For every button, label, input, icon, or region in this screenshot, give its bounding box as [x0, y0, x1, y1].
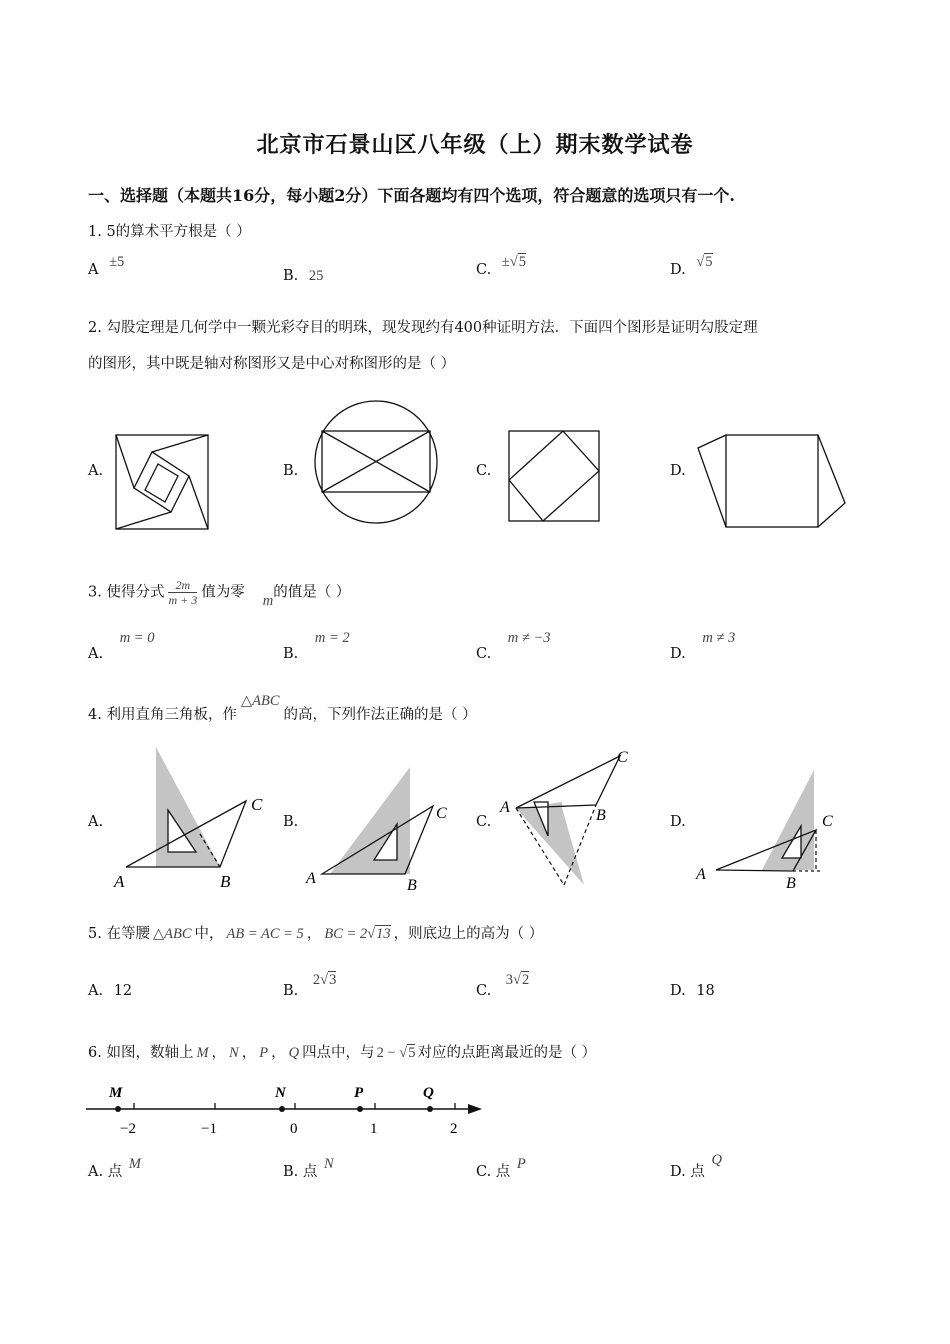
q3-option-d[interactable]: [670, 630, 736, 662]
q4-option-d-label[interactable]: D.: [670, 814, 686, 830]
option-label: D.: [670, 646, 686, 662]
q2-stem-line2: 的图形，其中既是轴对称图形又是中心对称图形的是（ ）: [88, 356, 456, 372]
q2-option-d-label[interactable]: D.: [670, 463, 686, 479]
q6-option-a[interactable]: [88, 1152, 141, 1180]
q5-stem-pre: 5. 在等腰: [88, 926, 150, 942]
q3-option-b[interactable]: [283, 630, 350, 662]
q2-stem-line1: 2. 勾股定理是几何学中一颗光彩夺目的明珠，现发现约有400种证明方法．下面四个图形是证明勾股定理: [88, 320, 758, 336]
q6-option-b[interactable]: [283, 1152, 334, 1180]
q4-option-c-label[interactable]: C.: [476, 814, 492, 830]
q6-point-q: Q: [288, 1045, 300, 1061]
separator: ，: [211, 1045, 227, 1061]
q6-option-d[interactable]: [670, 1148, 722, 1180]
option-label: D. 点: [670, 1164, 705, 1180]
separator: ，: [241, 1045, 257, 1061]
point-a: A: [114, 872, 125, 891]
q1-stem: 1. 5的算术平方根是（ ）: [88, 224, 251, 240]
dot-n: [279, 1106, 285, 1112]
q4-figure-d: [690, 770, 850, 894]
point-c: C: [822, 813, 833, 830]
coefficient: 2: [312, 972, 321, 988]
q1-option-a[interactable]: [88, 254, 125, 279]
q3-option-a[interactable]: [88, 630, 155, 662]
radicand: 5: [408, 1045, 416, 1061]
number-line: [84, 1078, 494, 1138]
label-m: M: [109, 1085, 123, 1101]
option-label: B.: [283, 268, 299, 284]
q5-eq2: BC = 2: [324, 926, 368, 942]
q4-figure-c: [496, 742, 646, 892]
option-value: m ≠ 3: [702, 630, 736, 646]
q5-stem: 5. 在等腰 △ABC 中， AB = AC = 5 ， BC = 2√13 ，则底边上的高为（ ）: [88, 926, 544, 942]
option-value: m ≠ −3: [507, 630, 551, 646]
radicand: 2: [522, 972, 530, 988]
q2-option-a-label[interactable]: A.: [88, 463, 104, 479]
q2-option-c-label[interactable]: C.: [476, 463, 492, 479]
pm-sign: ±: [501, 254, 510, 270]
q4-stem-post: 的高，下列作法正确的是（ ）: [283, 707, 477, 723]
q1-option-c[interactable]: C. ±√5: [476, 254, 526, 278]
q5-triangle: △ABC: [152, 926, 192, 942]
option-value: 12: [113, 983, 133, 999]
q4-stem: [88, 693, 477, 724]
option-value: 25: [308, 268, 324, 284]
point-a: A: [696, 866, 706, 883]
q3-stem-post: 的值是（ ）: [273, 584, 351, 601]
radicand: 13: [376, 926, 391, 942]
q6-point-m: M: [196, 1045, 209, 1061]
radicand: 3: [329, 972, 337, 988]
option-value: N: [323, 1156, 334, 1172]
option-value: m = 2: [314, 630, 350, 646]
option-value: Q: [711, 1152, 722, 1168]
q5-option-d[interactable]: [670, 983, 715, 999]
point-b: B: [786, 875, 796, 892]
q6-point-p: P: [259, 1045, 269, 1061]
point-b: B: [220, 872, 231, 891]
fraction-denominator: m + 3: [168, 593, 198, 607]
q6-stem-pre: 6. 如图，数轴上: [88, 1045, 194, 1061]
q2-figure-c: [506, 428, 602, 524]
fraction-numerator: 2m: [168, 578, 197, 593]
point-a: A: [306, 870, 316, 887]
q4-figure-a: [108, 742, 278, 892]
q4-option-a-label[interactable]: A.: [88, 814, 104, 830]
page-title: 北京市石景山区八年级（上）期末数学试卷: [256, 132, 694, 158]
point-a: A: [500, 799, 510, 816]
separator: ，: [271, 1045, 286, 1061]
option-value: ±5: [109, 254, 125, 270]
q5-stem-post: ，则底边上的高为（ ）: [393, 926, 544, 942]
q3-stem-mid: 值为零: [201, 584, 245, 601]
q5-option-a[interactable]: [88, 983, 132, 999]
dot-m: [115, 1106, 121, 1112]
tick-label-1: 1: [370, 1121, 378, 1137]
tick-label-0: 0: [290, 1121, 298, 1137]
dot-q: [427, 1106, 433, 1112]
q3-stem: [88, 578, 350, 607]
q2-figure-b: [312, 398, 440, 526]
expr-pre: 2 −: [376, 1045, 400, 1061]
label-p: P: [354, 1085, 364, 1101]
tick-label-neg2: −2: [120, 1121, 136, 1137]
tick-label-2: 2: [450, 1121, 458, 1137]
q1-option-b[interactable]: [283, 268, 323, 285]
q5-option-c[interactable]: C. 3√2: [476, 972, 530, 999]
q4-figure-b: [300, 764, 470, 894]
q4-option-b-label[interactable]: B.: [283, 814, 299, 830]
option-value: M: [128, 1156, 141, 1172]
point-c: C: [251, 795, 263, 814]
option-label: B.: [283, 646, 299, 662]
q2-figure-d: [692, 430, 852, 530]
dot-p: [357, 1106, 363, 1112]
q6-point-n: N: [229, 1045, 239, 1061]
q5-stem-mid: 中，: [194, 926, 224, 942]
q6-stem-post: 对应的点距离最近的是（ ）: [417, 1045, 597, 1061]
option-label: A. 点: [88, 1164, 123, 1180]
option-label: A.: [88, 983, 104, 999]
point-b: B: [596, 807, 606, 824]
option-label: A.: [88, 646, 104, 662]
point-b: B: [407, 877, 417, 894]
label-n: N: [275, 1085, 286, 1101]
option-label: C.: [476, 646, 492, 662]
option-label: B. 点: [283, 1164, 318, 1180]
coefficient: 3: [505, 972, 514, 988]
option-value: m = 0: [119, 630, 155, 646]
option-label: C. 点: [476, 1164, 511, 1180]
point-c: C: [436, 805, 447, 822]
q1-option-d[interactable]: D. √5: [670, 254, 713, 278]
point-c: C: [617, 749, 628, 766]
option-label: B.: [283, 983, 299, 999]
option-label: D.: [670, 262, 686, 278]
q4-stem-pre: 4. 利用直角三角板，作: [88, 707, 237, 723]
tick-label-neg1: −1: [201, 1121, 217, 1137]
q3-stem-pre: 3. 使得分式: [88, 584, 165, 601]
q6-option-c[interactable]: [476, 1152, 526, 1180]
option-label: C.: [476, 262, 492, 278]
option-value: P: [516, 1156, 526, 1172]
option-value: 18: [696, 983, 715, 999]
label-q: Q: [423, 1085, 434, 1101]
q6-stem: 6. 如图，数轴上 M ， N ， P ， Q 四点中，与 2 − √5 对应的点距离最近的是（ ）: [88, 1045, 597, 1061]
q5-comma: ，: [306, 926, 322, 942]
option-label: A: [88, 262, 99, 278]
option-label: D.: [670, 983, 686, 999]
q5-option-b[interactable]: B. 2√3: [283, 972, 337, 999]
q6-stem-mid: 四点中，与: [302, 1045, 375, 1061]
q3-option-c[interactable]: [476, 630, 551, 662]
q3-variable: m: [262, 592, 274, 609]
q2-figure-a: [112, 430, 212, 534]
q4-triangle: △ABC: [240, 693, 280, 709]
radicand: 5: [518, 254, 526, 270]
option-label: C.: [476, 983, 492, 999]
q2-option-b-label[interactable]: B.: [283, 463, 299, 479]
q3-fraction: [168, 578, 197, 607]
q5-eq1: AB = AC = 5: [226, 926, 304, 942]
section-heading: 一、选择题（本题共16分，每小题2分）下面各题均有四个选项，符合题意的选项只有一个.: [88, 186, 735, 205]
radicand: 5: [705, 254, 713, 270]
